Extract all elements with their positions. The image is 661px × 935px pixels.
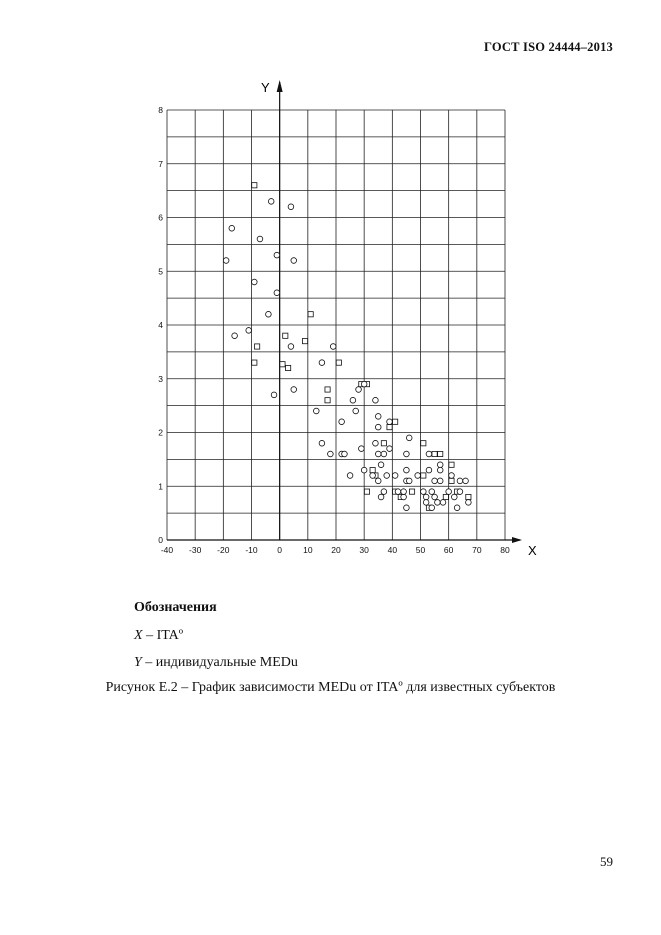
page-number: 59: [600, 854, 613, 869]
x-tick-label: 20: [331, 545, 341, 555]
y-tick-label: 4: [158, 320, 163, 330]
data-point-square: [255, 344, 260, 349]
chart-tick-labels: [158, 105, 510, 555]
data-point-circle: [288, 344, 294, 350]
data-point-circle: [404, 451, 410, 457]
chart-axes: [167, 80, 522, 543]
data-point-square: [443, 494, 448, 499]
data-point-circle: [319, 360, 325, 366]
data-point-circle: [463, 478, 469, 484]
data-point-square: [370, 468, 375, 473]
x-tick-label: 50: [415, 545, 426, 555]
x-axis-arrow: [512, 537, 522, 543]
x-tick-label: 70: [472, 545, 482, 555]
data-point-circle: [291, 387, 297, 393]
data-point-circle: [313, 408, 319, 414]
data-point-circle: [381, 451, 387, 457]
data-point-circle: [432, 478, 438, 484]
x-tick-label: -10: [245, 545, 258, 555]
data-point-circle: [328, 451, 334, 457]
legend-y-line: [134, 655, 298, 671]
data-point-circle: [229, 225, 235, 231]
x-tick-label: -40: [160, 545, 174, 555]
data-point-square: [421, 441, 426, 446]
data-point-circle: [361, 381, 367, 387]
data-point-circle: [429, 489, 435, 495]
data-point-circle: [387, 446, 393, 452]
legend-x-text: – ITAº: [142, 628, 184, 643]
data-point-circle: [426, 451, 432, 457]
data-point-circle: [384, 473, 390, 479]
data-point-circle: [426, 467, 432, 473]
data-point-circle: [246, 328, 252, 334]
data-point-circle: [375, 414, 381, 420]
x-tick-label: -20: [217, 545, 230, 555]
data-point-square: [325, 398, 330, 403]
data-point-square: [432, 451, 437, 456]
data-point-circle: [432, 494, 438, 500]
x-tick-label: 0: [277, 545, 283, 555]
data-point-square: [280, 362, 285, 367]
data-point-square: [438, 451, 443, 456]
chart-points: [223, 183, 471, 511]
data-point-circle: [395, 489, 401, 495]
data-point-circle: [319, 440, 325, 446]
data-point-circle: [350, 397, 356, 403]
data-point-square: [252, 360, 257, 365]
data-point-circle: [440, 500, 446, 506]
figure-caption: Рисунок Е.2 – График зависимости MEDu от ITAº для известных субъектов: [105, 680, 556, 695]
data-point-circle: [452, 494, 458, 500]
data-point-circle: [232, 333, 238, 339]
legend-x-symbol: X: [134, 628, 143, 643]
data-point-circle: [435, 500, 441, 506]
data-point-circle: [387, 419, 393, 425]
data-point-circle: [356, 387, 362, 393]
document-header: ГОСТ ISO 24444–2013: [484, 40, 613, 54]
data-point-circle: [466, 500, 472, 506]
x-tick-label: 10: [303, 545, 313, 555]
data-point-circle: [378, 462, 384, 468]
data-point-square: [325, 387, 330, 392]
y-tick-label: 1: [158, 481, 163, 492]
data-point-circle: [404, 505, 410, 511]
data-point-square: [286, 365, 291, 370]
data-point-circle: [373, 440, 379, 446]
data-point-circle: [347, 473, 353, 479]
data-point-circle: [359, 446, 365, 452]
x-tick-label: 30: [359, 545, 369, 555]
data-point-circle: [223, 258, 229, 264]
data-point-circle: [370, 473, 376, 479]
data-point-circle: [429, 505, 435, 511]
data-point-circle: [457, 478, 463, 484]
data-point-circle: [271, 392, 277, 398]
data-point-circle: [274, 252, 280, 258]
legend-title: Обозначения: [134, 600, 217, 615]
data-point-circle: [454, 505, 460, 511]
data-point-circle: [423, 494, 429, 500]
y-tick-label: 2: [158, 427, 163, 438]
data-point-square: [449, 462, 454, 467]
data-point-circle: [423, 500, 429, 506]
x-tick-label: 40: [387, 545, 398, 555]
data-point-circle: [378, 494, 384, 500]
data-point-square: [449, 478, 454, 483]
data-point-circle: [401, 494, 407, 500]
data-point-circle: [252, 279, 258, 285]
data-point-square: [283, 333, 288, 338]
data-point-circle: [437, 462, 443, 468]
data-point-circle: [268, 199, 274, 205]
data-point-square: [387, 425, 392, 430]
y-tick-label: 8: [158, 105, 163, 115]
legend-x-line: [134, 628, 183, 644]
data-point-square: [252, 183, 257, 188]
data-point-circle: [375, 424, 381, 430]
data-point-square: [336, 360, 341, 365]
data-point-circle: [373, 397, 379, 403]
data-point-circle: [330, 344, 336, 350]
data-point-circle: [415, 473, 421, 479]
data-point-circle: [437, 467, 443, 473]
data-point-circle: [353, 408, 359, 414]
data-point-square: [308, 312, 313, 317]
data-point-circle: [375, 451, 381, 457]
data-point-circle: [406, 435, 412, 441]
x-tick-label: -30: [189, 545, 202, 555]
x-tick-label: 80: [500, 545, 510, 555]
data-point-circle: [449, 473, 455, 479]
legend-y-symbol: Y: [134, 655, 142, 670]
data-point-circle: [274, 290, 280, 296]
data-point-square: [381, 441, 386, 446]
data-point-circle: [288, 204, 294, 210]
x-tick-label: 60: [443, 545, 454, 555]
x-axis-label: X: [528, 543, 537, 558]
data-point-circle: [446, 489, 452, 495]
y-tick-label: 0: [158, 535, 163, 545]
data-point-square: [393, 419, 398, 424]
data-point-circle: [437, 478, 443, 484]
y-axis-arrow: [277, 80, 283, 92]
y-tick-label: 7: [158, 158, 163, 169]
data-point-circle: [421, 489, 427, 495]
y-axis-label: Y: [261, 80, 270, 95]
data-point-circle: [342, 451, 348, 457]
y-tick-label: 5: [158, 266, 163, 277]
data-point-circle: [291, 258, 297, 264]
data-point-circle: [257, 236, 263, 242]
data-point-square: [421, 473, 426, 478]
data-point-square: [466, 494, 471, 499]
data-point-circle: [381, 489, 387, 495]
data-point-circle: [339, 419, 345, 425]
data-point-circle: [266, 311, 272, 317]
data-point-square: [302, 339, 307, 344]
data-point-square: [409, 489, 414, 494]
data-point-circle: [401, 489, 407, 495]
data-point-circle: [404, 467, 410, 473]
y-tick-label: 6: [158, 212, 163, 223]
data-point-circle: [392, 473, 398, 479]
data-point-circle: [457, 489, 463, 495]
data-point-circle: [375, 478, 381, 484]
data-point-circle: [361, 467, 367, 473]
y-tick-label: 3: [158, 373, 163, 384]
data-point-circle: [406, 478, 412, 484]
data-point-square: [364, 489, 369, 494]
legend-y-text: – индивидуальные MEDu: [141, 655, 298, 670]
